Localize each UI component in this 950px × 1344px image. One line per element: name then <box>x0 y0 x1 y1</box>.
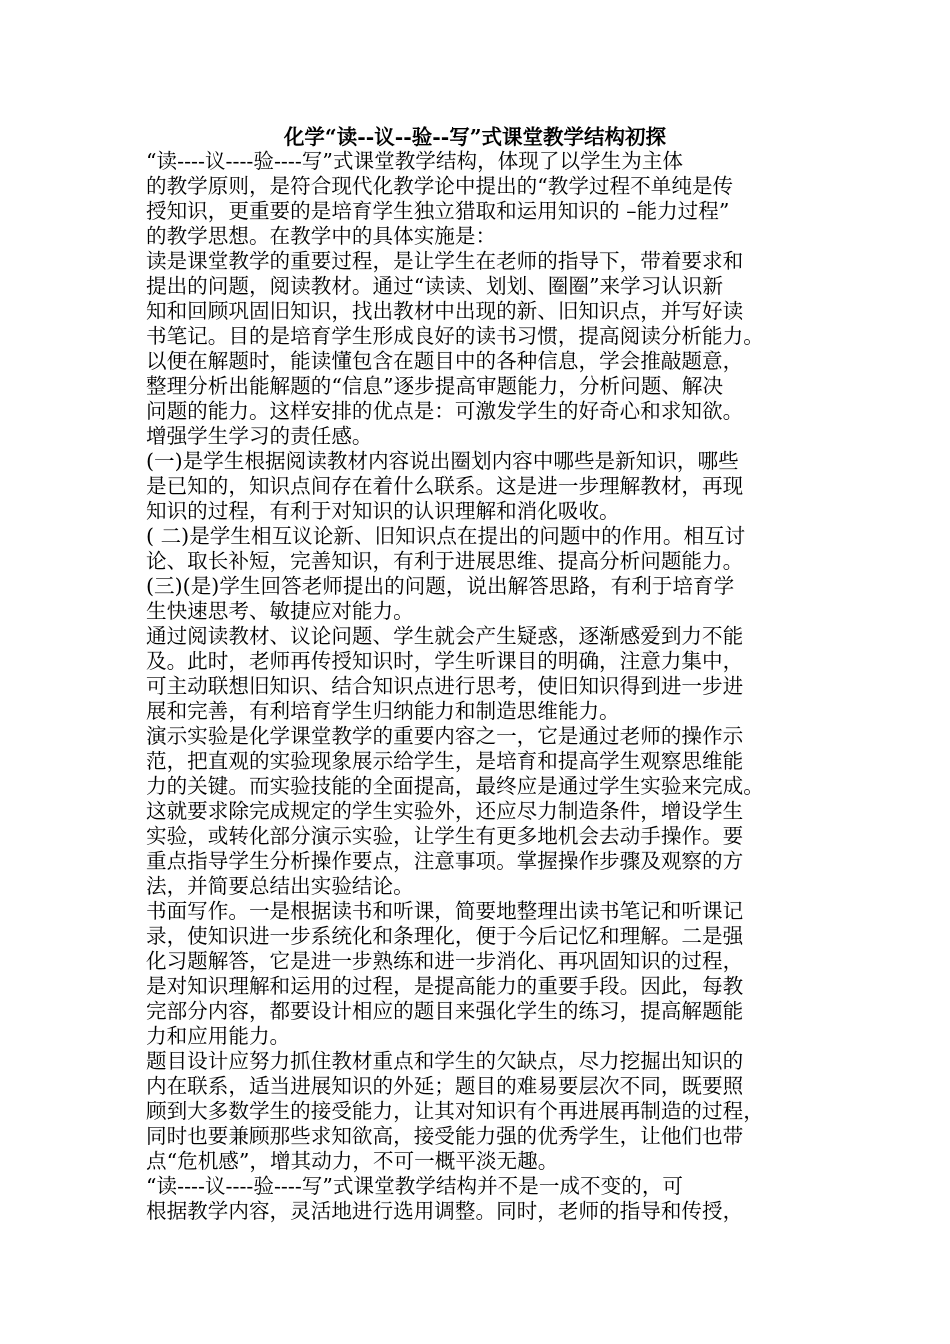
text-line: 授知识，更重要的是培育学生独立猎取和运用知识的 –能力过程” <box>146 199 730 223</box>
document-body <box>146 149 810 1224</box>
text-line: 是已知的，知识点间存在着什么联系。这是进一步理解教材，再现 <box>146 474 744 498</box>
text-line: 实验，或转化部分演示实验，让学生有更多地机会去动手操作。要 <box>146 824 744 848</box>
text-line: 演示实验是化学课堂教学的重要内容之一，它是通过老师的操作示 <box>146 724 744 748</box>
text-line: 点“危机感”，增其动力，不可一概平淡无趣。 <box>146 1149 559 1173</box>
text-line: 书笔记。目的是培育学生形成良好的读书习惯，提高阅读分析能力。 <box>146 324 764 348</box>
document-title: 化学“读--议--验--写”式课堂教学结构初探 <box>283 125 667 149</box>
text-line: 的教学思想。在教学中的具体实施是： <box>146 224 497 248</box>
text-line: 力和应用能力。 <box>146 1024 291 1048</box>
text-line: (一)是学生根据阅读教材内容说出圈划内容中哪些是新知识，哪些 <box>146 449 739 473</box>
text-line: “读----议----验----写”式课堂教学结构，体现了以学生为主体 <box>146 149 684 173</box>
text-line: 知和回顾巩固旧知识，找出教材中出现的新、旧知识点，并写好读 <box>146 299 744 323</box>
text-line: 完部分内容，都要设计相应的题目来强化学生的练习，提高解题能 <box>146 999 744 1023</box>
text-line: 顾到大多数学生的接受能力，让其对知识有个再进展再制造的过程， <box>146 1099 764 1123</box>
text-line: 及。此时，老师再传授知识时，学生听课目的明确，注意力集中， <box>146 649 744 673</box>
text-line: 书面写作。一是根据读书和听课，简要地整理出读书笔记和听课记 <box>146 899 744 923</box>
text-line: 范，把直观的实验现象展示给学生，是培育和提高学生观察思维能 <box>146 749 744 773</box>
text-line: 是对知识理解和运用的过程，是提高能力的重要手段。因此，每教 <box>146 974 744 998</box>
text-line: 法，并简要总结出实验结论。 <box>146 874 414 898</box>
text-line: 提出的问题，阅读教材。通过“读读、划划、圈圈”来学习认识新 <box>146 274 724 298</box>
text-line: 化习题解答，它是进一步熟练和进一步消化、再巩固知识的过程， <box>146 949 744 973</box>
text-line: 这就要求除完成规定的学生实验外，还应尽力制造条件，增设学生 <box>146 799 744 823</box>
text-line: 根据教学内容，灵活地进行选用调整。同时，老师的指导和传授， <box>146 1199 744 1223</box>
text-line: 以便在解题时，能读懂包含在题目中的各种信息，学会推敲题意， <box>146 349 744 373</box>
text-line: 力的关键。而实验技能的全面提高，最终应是通过学生实验来完成。 <box>146 774 764 798</box>
text-line: 知识的过程，有利于对知识的认识理解和消化吸收。 <box>146 499 620 523</box>
text-line: 读是课堂教学的重要过程，是让学生在老师的指导下，带着要求和 <box>146 249 744 273</box>
text-line: 录，使知识进一步系统化和条理化，便于今后记忆和理解。二是强 <box>146 924 744 948</box>
text-line: 内在联系，适当进展知识的外延；题目的难易要层次不同，既要照 <box>146 1074 744 1098</box>
text-line: 生快速思考、敏捷应对能力。 <box>146 599 414 623</box>
text-line: 重点指导学生分析操作要点，注意事项。掌握操作步骤及观察的方 <box>146 849 744 873</box>
text-line: 同时也要兼顾那些求知欲高，接受能力强的优秀学生，让他们也带 <box>146 1124 744 1148</box>
text-line: 整理分析出能解题的“信息”逐步提高审题能力，分析问题、解决 <box>146 374 724 398</box>
text-line: (三)(是)学生回答老师提出的问题，说出解答思路，有利于培育学 <box>146 574 735 598</box>
text-line: 问题的能力。这样安排的优点是：可激发学生的好奇心和求知欲。 <box>146 399 744 423</box>
text-line: 论、取长补短，完善知识，有利于进展思维、提高分析问题能力。 <box>146 549 744 573</box>
text-line: “读----议----验----写”式课堂教学结构并不是一成不变的，可 <box>146 1174 684 1198</box>
text-line: 增强学生学习的责任感。 <box>146 424 373 448</box>
text-line: 可主动联想旧知识、结合知识点进行思考，使旧知识得到进一步进 <box>146 674 744 698</box>
text-line: 通过阅读教材、议论问题、学生就会产生疑惑，逐渐感爱到力不能 <box>146 624 744 648</box>
text-line: ( 二)是学生相互议论新、旧知识点在提出的问题中的作用。相互讨 <box>146 524 746 548</box>
text-line: 的教学原则，是符合现代化教学论中提出的“教学过程不单纯是传 <box>146 174 734 198</box>
text-line: 题目设计应努力抓住教材重点和学生的欠缺点，尽力挖掘出知识的 <box>146 1049 744 1073</box>
text-line: 展和完善，有利培育学生归纳能力和制造思维能力。 <box>146 699 620 723</box>
